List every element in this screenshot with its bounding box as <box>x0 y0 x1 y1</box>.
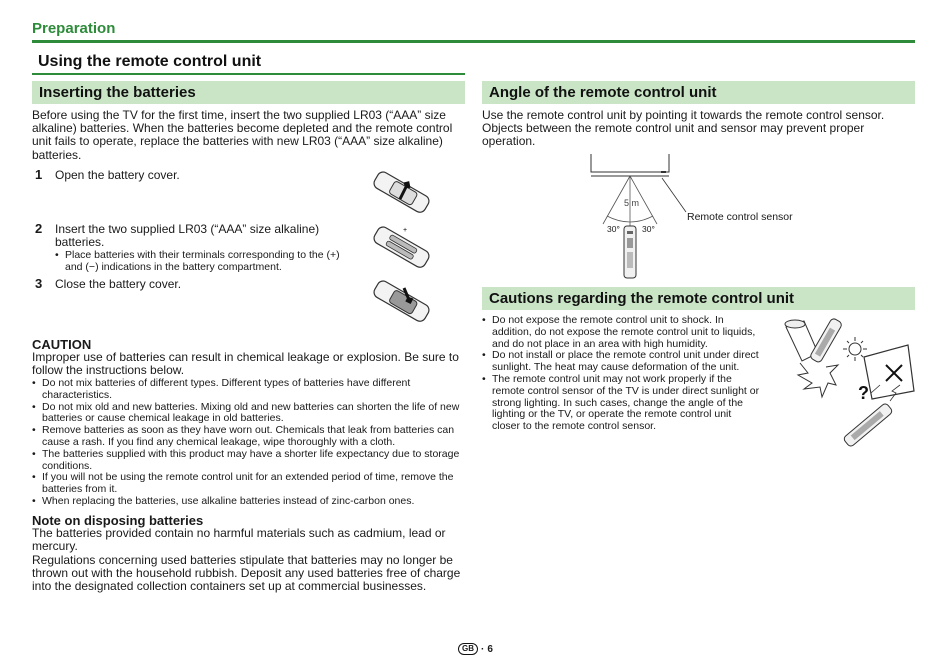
region-badge: GB <box>458 643 478 655</box>
disposal-para-1: The batteries provided contain no harmful materials such as cadmium, lead or mercury. <box>32 526 446 554</box>
insert-batteries-illustration <box>370 220 432 276</box>
step-2-text: Insert the two supplied LR03 (“AAA” size alkaline) batteries. <box>55 222 320 250</box>
cautions-bullet: • The remote control unit may not work properly if the remote control sensor of the TV is under direct sunlight or strong lighting. In such cases, change the angle of the lighting or the TV, or operate the remote control unit closer to the remote control sensor. <box>482 374 760 433</box>
caution-bullet: • Remove batteries as soon as they have worn out. Chemicals that leak from batteries can cause a rash. If you find any chemical leakage, wipe thoroughly with a cloth. <box>32 425 462 449</box>
angle-diagram <box>585 152 675 280</box>
caution-heading: CAUTION <box>32 337 92 352</box>
step-2-bullets <box>55 249 355 273</box>
cautions-bullet: • Do not expose the remote control unit to shock. In addition, do not expose the remote control unit to liquids, and do not place in an area with high humidity. <box>482 315 760 350</box>
cautions-heading: Cautions regarding the remote control unit <box>482 287 915 310</box>
page-number-value: 6 <box>487 643 493 655</box>
caution-bullet: • The batteries supplied with this product may have a shorter life expectancy due to storage conditions. <box>32 449 462 473</box>
page-title: Using the remote control unit <box>38 53 262 70</box>
angle-heading: Angle of the remote control unit <box>482 81 915 104</box>
sensor-leader-line <box>660 176 690 216</box>
caution-bullets <box>32 378 462 508</box>
header-rule <box>32 40 915 43</box>
inserting-intro: Before using the TV for the first time, insert the two supplied LR03 (“AAA” size alkaline) batteries. When the batteries become depleted and the remote control unit fails to operate, replace the batteries with new LR03 (“AAA” size alkaline) batteries. <box>32 108 453 162</box>
angle-text: Use the remote control unit by pointing it towards the remote control sensor. Objects between the remote control unit and sensor may prevent proper operation. <box>482 108 885 149</box>
page-number <box>458 643 493 655</box>
distance-label: 5 m <box>624 198 640 208</box>
step-1-text: Open the battery cover. <box>55 168 180 182</box>
disposal-heading: Note on disposing batteries <box>32 513 204 528</box>
section-label: Preparation <box>32 20 116 37</box>
step-3-text: Close the battery cover. <box>55 277 182 291</box>
step-3-number: 3 <box>35 276 43 291</box>
step-2-number: 2 <box>35 221 43 236</box>
caution-bullet: • Do not mix old and new batteries. Mixing old and new batteries can shorten the life of new batteries or cause chemical leakage in old batteries. <box>32 402 462 426</box>
cautions-bullet: • Do not install or place the remote control unit under direct sunlight. The heat may cause deformation of the unit. <box>482 350 760 374</box>
step-2-bullet: • Place batteries with their terminals corresponding to the (+) and (−) indications in the battery compartment. <box>55 249 355 273</box>
disposal-para-2: Regulations concerning used batteries stipulate that batteries may no longer be thrown out with the household rubbish. Deposit any used batteries free of charge into the designated collection containers set up at commercial businesses. <box>32 553 461 594</box>
angle-left-label: 30° <box>607 224 620 234</box>
inserting-batteries-heading: Inserting the batteries <box>32 81 465 104</box>
caution-bullet: • When replacing the batteries, use alkaline batteries instead of zinc-carbon ones. <box>32 496 462 508</box>
sensor-label: Remote control sensor <box>687 211 793 223</box>
cautions-illustration <box>778 315 918 450</box>
svg-text:?: ? <box>858 383 869 403</box>
caution-bullet: • Do not mix batteries of different types. Different types of batteries have different characteristics. <box>32 378 462 402</box>
close-cover-illustration <box>370 274 432 330</box>
angle-right-label: 30° <box>642 224 655 234</box>
caution-bullet: • If you will not be using the remote control unit for an extended period of time, remove the batteries from it. <box>32 472 462 496</box>
cautions-bullets <box>482 315 760 433</box>
caution-intro: Improper use of batteries can result in chemical leakage or explosion. Be sure to follow the instructions below. <box>32 350 459 378</box>
open-cover-illustration <box>370 165 432 221</box>
title-rule <box>32 73 465 75</box>
page-separator: · <box>481 643 485 655</box>
step-1-number: 1 <box>35 167 43 182</box>
svg-text:+: + <box>403 227 408 234</box>
